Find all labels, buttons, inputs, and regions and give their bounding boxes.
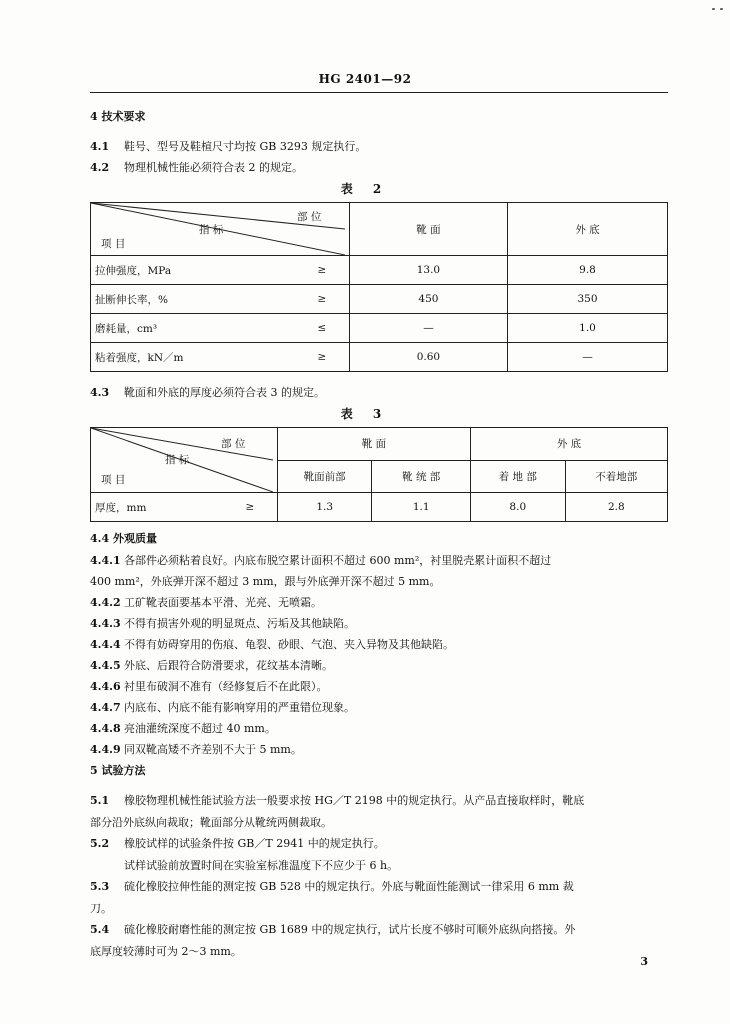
sub-header: 靴面前部: [277, 460, 372, 493]
clause-number: 4.4.3: [90, 617, 121, 630]
table-2-header-corner: [91, 203, 350, 256]
row-label: 扯断伸长率，%: [91, 285, 295, 314]
sub-header: 着 地 部: [470, 460, 565, 493]
cell-value: 450: [349, 285, 507, 314]
clause-number: 4.1: [90, 140, 110, 153]
clause-4-1: [90, 138, 366, 156]
clause-number: 5.1: [90, 794, 110, 807]
clause-line: [90, 792, 584, 810]
clause-line: [90, 657, 333, 675]
clause-line: [90, 741, 302, 759]
clause-text: 衬里布破洞不准有（经修复后不在此限）。: [124, 680, 328, 693]
clause-number: 4.3: [90, 386, 110, 399]
table-3-caption: 表 3: [340, 407, 390, 421]
header-item-label: 项 目: [101, 238, 126, 250]
document-code: HG 2401—92: [318, 72, 412, 86]
header-rule: [90, 92, 668, 93]
scan-speck: [720, 8, 723, 10]
clause-line: [90, 720, 276, 738]
clause-line: [90, 857, 398, 875]
clause-text: 内底布、内底不能有影响穿用的严重错位现象。: [124, 701, 355, 714]
row-label: 拉伸强度，MPa: [91, 256, 295, 285]
sub-header: 不着地部: [565, 460, 667, 493]
clause-4-3: [90, 384, 325, 402]
clause-number: 4.4.4: [90, 638, 121, 651]
cell-value: —: [349, 314, 507, 343]
clause-text: 试样试验前放置时间在实验室标准温度下不应少于 6 h。: [124, 858, 399, 872]
cell-value: 0.60: [349, 343, 507, 372]
cell-value: 1.0: [508, 314, 668, 343]
page-number: 3: [640, 955, 648, 968]
clause-line: [90, 678, 328, 696]
clause-number: 5.2: [90, 837, 110, 850]
clause-text: 橡胶物理机械性能试验方法一般要求按 HG／T 2198 中的规定执行。从产品直接取样时，靴底: [124, 794, 585, 807]
row-label: 磨耗量，cm³: [91, 314, 295, 343]
clause-text: 外底、后跟符合防滑要求，花纹基本清晰。: [124, 659, 333, 672]
clause-text: 不得有妨碍穿用的伤痕、龟裂、砂眼、气泡、夹入异物及其他缺陷。: [124, 638, 454, 651]
table-row: [91, 493, 668, 522]
cell-value: 350: [508, 285, 668, 314]
header-part-label: 部 位: [297, 211, 322, 223]
clause-number: 5.3: [90, 880, 110, 893]
clause-number: 4.4.8: [90, 722, 121, 735]
comparison-symbol: ≥: [223, 493, 277, 522]
clause-number: 4.4.2: [90, 596, 121, 609]
table-3: [90, 427, 668, 522]
cell-value: —: [508, 343, 668, 372]
header-indicator-label: 指 标: [199, 224, 224, 236]
clause-text: 鞋号、型号及鞋楦尺寸均按 GB 3293 规定执行。: [124, 140, 367, 153]
table-row: [91, 343, 668, 372]
cell-value: 1.1: [372, 493, 471, 522]
clause-4-2: [90, 159, 303, 177]
clause-line: [90, 814, 332, 832]
section-4-heading: 4 技术要求: [90, 110, 146, 123]
clause-text: 刀。: [90, 901, 112, 915]
row-label: 厚度，mm: [91, 493, 223, 522]
scan-speck: [712, 8, 715, 10]
clause-text: 硫化橡胶拉伸性能的测定按 GB 528 中的规定执行。外底与靴面性能测试一律采用 6 mm 裁: [124, 880, 574, 893]
column-header-upper: 靴 面: [349, 203, 507, 256]
group-header-upper: 靴 面: [277, 428, 470, 461]
comparison-symbol: ≥: [295, 285, 349, 314]
comparison-symbol: ≥: [295, 256, 349, 285]
clause-number: 4.4.5: [90, 659, 121, 672]
section-4-4-heading: 4.4 外观质量: [90, 532, 157, 545]
clause-number: 4.4.1: [90, 554, 121, 567]
cell-value: 1.3: [277, 493, 372, 522]
table-row: [91, 256, 668, 285]
clause-line: [90, 699, 355, 717]
row-label: 粘着强度，kN／m: [91, 343, 295, 372]
clause-text: 不得有损害外观的明显斑点、污垢及其他缺陷。: [124, 617, 355, 630]
table-row: [91, 285, 668, 314]
clause-line: [90, 878, 574, 896]
clause-line: [90, 900, 112, 918]
clause-line: [90, 594, 322, 612]
comparison-symbol: ≤: [295, 314, 349, 343]
clause-text: 亮油灌统深度不超过 40 mm。: [124, 722, 276, 735]
section-5-heading: 5 试验方法: [90, 764, 146, 777]
column-header-sole: 外 底: [508, 203, 668, 256]
clause-number: 4.4.6: [90, 680, 121, 693]
table-2: [90, 202, 668, 372]
clause-text: 橡胶试样的试验条件按 GB／T 2941 中的规定执行。: [124, 837, 385, 850]
clause-number: 5.4: [90, 923, 110, 936]
clause-number: 4.4.7: [90, 701, 121, 714]
cell-value: 2.8: [565, 493, 667, 522]
clause-text: 400 mm²，外底弹开深不超过 3 mm，跟与外底弹开深不超过 5 mm。: [90, 575, 441, 588]
clause-number: 4.2: [90, 161, 110, 174]
group-header-sole: 外 底: [470, 428, 667, 461]
clause-text: 各部件必须粘着良好。内底布脱空累计面积不超过 600 mm²，衬里脱壳累计面积不超过: [124, 554, 552, 567]
clause-text: 靴面和外底的厚度必须符合表 3 的规定。: [124, 386, 325, 399]
cell-value: 9.8: [508, 256, 668, 285]
clause-line: [90, 835, 385, 853]
clause-number: 4.4.9: [90, 743, 121, 756]
comparison-symbol: ≥: [295, 343, 349, 372]
header-item-label: 项 目: [101, 474, 126, 486]
clause-text: 硫化橡胶耐磨性能的测定按 GB 1689 中的规定执行，试片长度不够时可顺外底纵向搭接。外: [124, 923, 576, 936]
header-part-label: 部 位: [221, 438, 246, 450]
header-indicator-label: 指 标: [165, 454, 190, 466]
clause-text: 底厚度较薄时可为 2～3 mm。: [90, 944, 242, 958]
clause-line: [90, 573, 440, 591]
clause-line: [90, 636, 454, 654]
clause-text: 工矿靴表面要基本平滑、光亮、无喷霜。: [124, 596, 322, 609]
cell-value: 13.0: [349, 256, 507, 285]
table-2-caption: 表 2: [340, 182, 390, 196]
clause-line: [90, 943, 242, 961]
clause-line: [90, 552, 551, 570]
clause-line: [90, 615, 355, 633]
clause-text: 部分沿外底纵向裁取；靴面部分从靴统两侧裁取。: [90, 815, 332, 829]
clause-text: 同双靴高矮不齐差别不大于 5 mm。: [124, 743, 302, 756]
table-3-header-corner: [91, 428, 278, 493]
cell-value: 8.0: [470, 493, 565, 522]
sub-header: 靴 统 部: [372, 460, 471, 493]
table-row: [91, 314, 668, 343]
clause-line: [90, 921, 575, 939]
clause-text: 物理机械性能必须符合表 2 的规定。: [124, 161, 303, 174]
